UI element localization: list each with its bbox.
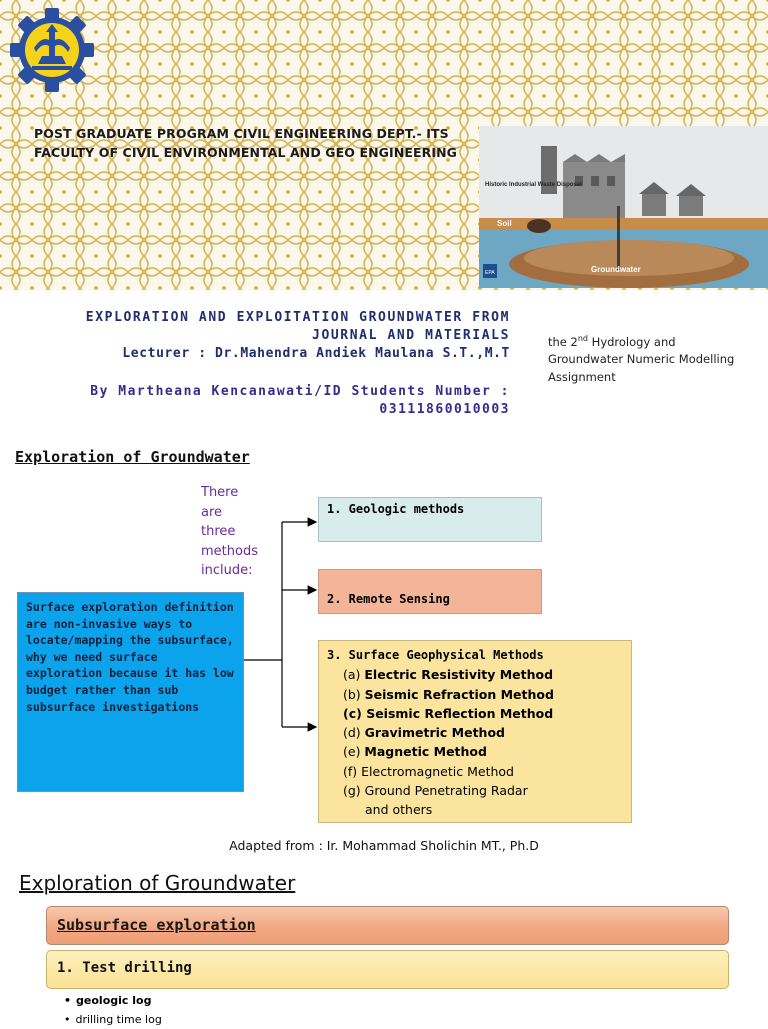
geophysical-item: (g) Ground Penetrating Radar and others [343,783,528,818]
groundwater-scene [479,126,768,288]
intro-word: are [201,504,223,520]
source-credit: Adapted from : Ir. Mohammad Sholichin MT., Ph.D [229,838,539,853]
author-line-1: By Martheana Kencanawati/ID Students Number : [90,384,510,399]
geophysical-title: 3. Surface Geophysical Methods [327,648,544,662]
section2-heading: Exploration of Groundwater [19,871,296,895]
geophysical-item: (c) Seismic Reflection Method [343,705,554,721]
surface-exploration-definition: Surface exploration definition are non-invasive ways to locate/mapping the subsurface, why we need surface exploration because it has low budget rather than sub subsurface investigations [17,592,244,792]
waste-label: Historic Industrial Waste Disposal [485,182,582,188]
subsurface-exploration-bar: Subsurface exploration [46,906,729,945]
list-item: • geologic log [64,991,162,1010]
epa-badge: EPA [485,270,495,276]
title-line-2: JOURNAL AND MATERIALS [312,328,510,343]
geophysical-item: (f) Electromagnetic Method [343,763,514,779]
assignment-note-line-1: the 2nd Hydrology and [548,334,676,349]
groundwater-illustration [479,126,768,288]
method-geophysical-box [318,640,632,823]
test-drilling-bar: 1. Test drilling [46,950,729,989]
header-banner [0,0,768,290]
title-line-1: EXPLORATION AND EXPLOITATION GROUNDWATER FROM [85,310,510,325]
intro-word: methods [201,543,258,559]
lecturer-line: Lecturer : Dr.Mahendra Andiek Maulana S.T.,M.T [122,346,510,361]
author-line-2: 03111860010003 [379,402,510,417]
intro-word: There [201,485,239,500]
geophysical-item: (d) Gravimetric Method [343,725,505,741]
geophysical-item: (b) Seismic Refraction Method [343,686,554,702]
soil-label: Soil [497,219,512,228]
institution-line-1: POST GRADUATE PROGRAM CIVIL ENGINEERING DEPT.- ITS [34,126,449,141]
its-emblem-icon [8,6,96,94]
list-item: • drilling time log [64,1010,162,1029]
intro-word: include: [201,563,253,578]
groundwater-label: Groundwater [591,265,641,274]
section1-heading: Exploration of Groundwater [15,448,250,466]
drilling-log-list [64,991,162,1029]
geophysical-list [327,665,623,819]
methods-intro [201,483,281,581]
assignment-note-line-2: Groundwater Numeric Modelling [548,352,735,366]
institution-line-2: FACULTY OF CIVIL ENVIRONMENTAL AND GEO ENGINEERING [34,145,458,160]
method-remote-sensing-box: 2. Remote Sensing [318,569,542,614]
geophysical-item: (e) Magnetic Method [343,744,487,760]
method-geologic-box: 1. Geologic methods [318,497,542,542]
assignment-note-line-3: Assignment [548,370,616,384]
intro-word: three [201,524,236,539]
geophysical-item: (a) Electric Resistivity Method [343,667,554,683]
